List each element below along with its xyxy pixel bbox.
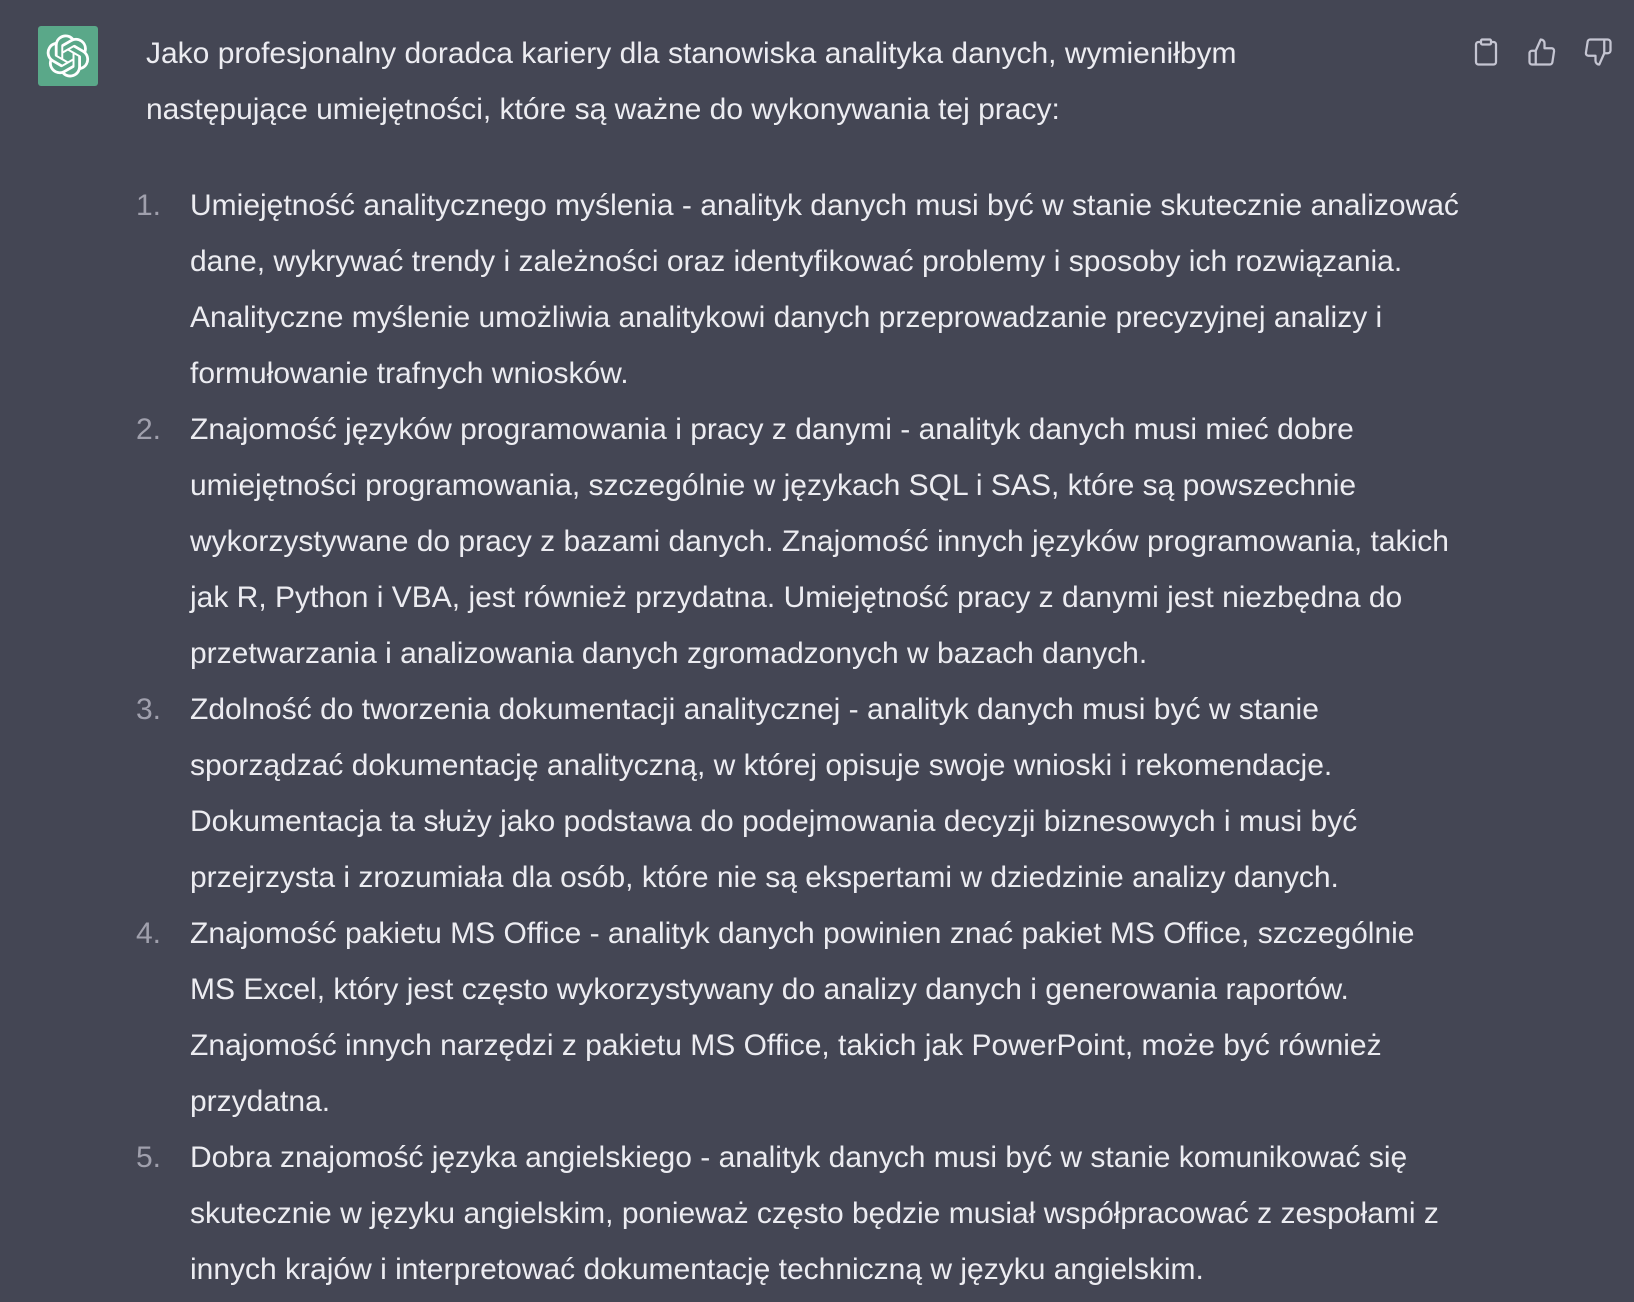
list-item-number: 1. <box>136 189 162 222</box>
list-item-number: 3. <box>136 693 162 726</box>
list-item-number: 2. <box>136 413 162 446</box>
like-button[interactable] <box>1524 34 1560 70</box>
list-item-text: Zdolność do tworzenia dokumentacji analitycznej - analityk danych musi być w stanie sporządzać dokumentację analityczną, w której opisuje swoje wnioski i rekomendacje. Dokumentacja ta służy jako podstawa do podejmowania decyzji biznesowych i musi być przejrzysta i zrozumiała dla osób, które nie są ekspertami w dziedzinie analizy danych. <box>190 693 1358 894</box>
openai-logo-icon <box>46 34 90 78</box>
message-actions <box>1468 34 1616 70</box>
skills-list <box>136 178 1462 1298</box>
list-item <box>136 178 1462 402</box>
copy-button[interactable] <box>1468 34 1504 70</box>
list-item <box>136 402 1462 682</box>
list-item <box>136 1130 1462 1298</box>
thumbs-up-icon <box>1527 37 1557 67</box>
list-item-number: 5. <box>136 1141 162 1174</box>
list-item-text: Umiejętność analitycznego myślenia - analityk danych musi być w stanie skutecznie analizować dane, wykrywać trendy i zależności oraz identyfikować problemy i sposoby ich rozwiązania. Analityczne myślenie umożliwia analitykowi danych przeprowadzanie precyzyjnej analizy i formułowanie trafnych wniosków. <box>190 189 1459 390</box>
assistant-message <box>136 26 1462 1298</box>
list-item-number: 4. <box>136 917 162 950</box>
list-item-text: Dobra znajomość języka angielskiego - analityk danych musi być w stanie komunikować się skutecznie w języku angielskim, ponieważ często będzie musiał współpracować z zespołami z innych krajów i interpretować dokumentację techniczną w języku angielskim. <box>190 1141 1439 1286</box>
list-item-text: Znajomość języków programowania i pracy z danymi - analityk danych musi mieć dobre umiejętności programowania, szczególnie w językach SQL i SAS, które są powszechnie wykorzystywane do pracy z bazami danych. Znajomość innych języków programowania, takich jak R, Python i VBA, jest również przydatna. Umiejętność pracy z danymi jest niezbędna do przetwarzania i analizowania danych zgromadzonych w bazach danych. <box>190 413 1449 670</box>
list-item-text: Znajomość pakietu MS Office - analityk danych powinien znać pakiet MS Office, szczególnie MS Excel, który jest często wykorzystywany do analizy danych i generowania raportów. Znajomość innych narzędzi z pakietu MS Office, takich jak PowerPoint, może być również przydatna. <box>190 917 1415 1118</box>
assistant-avatar <box>38 26 98 86</box>
thumbs-down-icon <box>1583 37 1613 67</box>
dislike-button[interactable] <box>1580 34 1616 70</box>
message-intro: Jako profesjonalny doradca kariery dla stanowiska analityka danych, wymieniłbym następujące umiejętności, które są ważne do wykonywania tej pracy: <box>146 37 1237 126</box>
list-item <box>136 906 1462 1130</box>
list-item <box>136 682 1462 906</box>
clipboard-icon <box>1471 37 1501 67</box>
